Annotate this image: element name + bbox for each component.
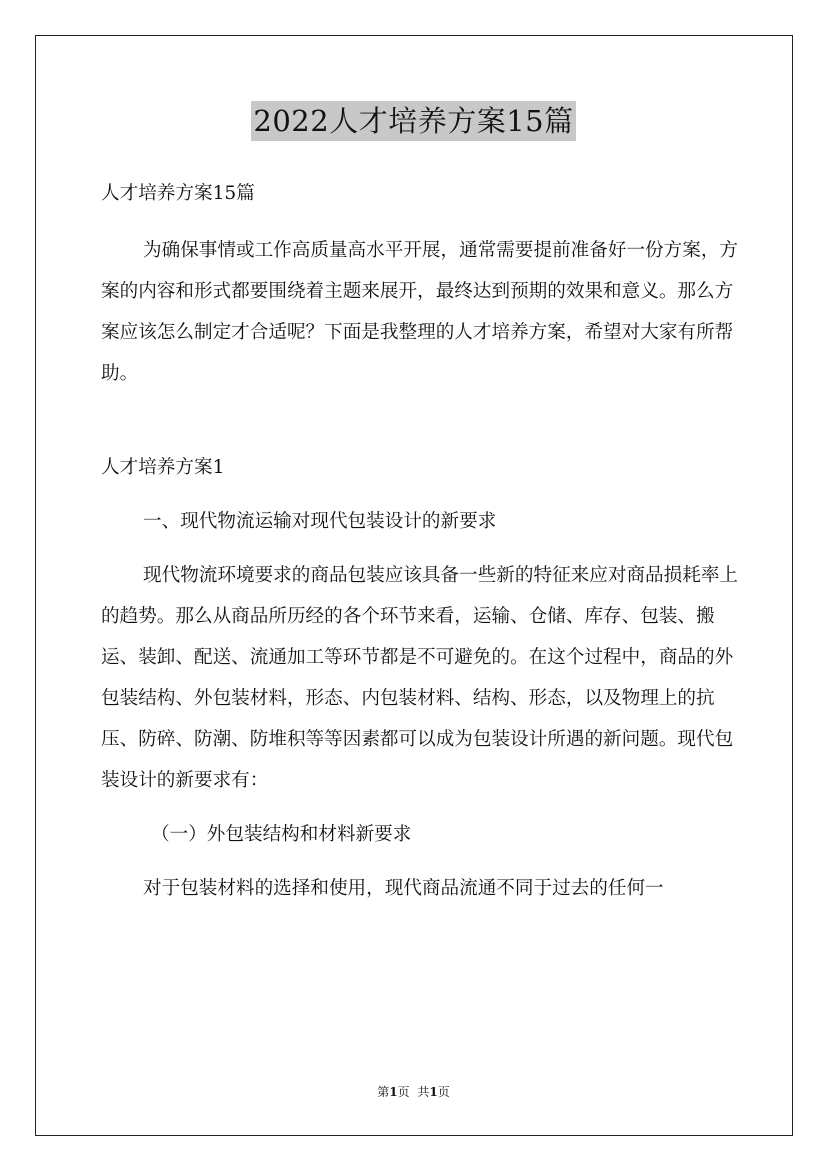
spacer (101, 542, 741, 555)
section-heading: 一、现代物流运输对现代包装设计的新要求 (143, 511, 497, 532)
page-number: 1 (389, 1085, 398, 1099)
footer-total-suffix: 页 (437, 1085, 450, 1099)
page-total: 1 (429, 1085, 438, 1099)
spacer (101, 394, 741, 447)
subsection-heading: （一）外包装结构和材料新要求 (151, 824, 412, 845)
spacer (101, 488, 741, 501)
document-title: 2022人才培养方案15篇 (251, 101, 575, 141)
title-container (0, 101, 827, 141)
footer-page-suffix: 页 (397, 1085, 410, 1099)
document-subtitle: 人才培养方案15篇 (101, 183, 255, 204)
spacer (101, 801, 741, 814)
body-paragraph: 对于包装材料的选择和使用，现代商品流通不同于过去的任何一 (143, 878, 664, 899)
document-body (101, 173, 741, 909)
spacer (101, 855, 741, 868)
body-paragraph: 现代物流环境要求的商品包装应该具备一些新的特征来应对商品损耗率上的趋势。那么从商品所历经的各个环节来看，运输、仓储、库存、包装、搬运、装卸、配送、流通加工等环节都是不可避免的。在这个过程中，商品的外包装结构、外包装材料，形态、内包装材料、结构、形态，以及物理上的抗压、防碎、防潮、防堆积等等因素都可以成为包装设计所遇的新问题。现代包装设计的新要求有： (101, 565, 739, 791)
intro-paragraph: 为确保事情或工作高质量高水平开展，通常需要提前准备好一份方案，方案的内容和形式都要围绕着主题来展开，最终达到预期的效果和意义。那么方案应该怎么制定才合适呢？下面是我整理的人才培养方案，希望对大家有所帮助。 (101, 240, 739, 384)
spacer (101, 214, 741, 230)
section-title: 人才培养方案1 (101, 457, 225, 478)
footer-total-prefix: 共 (417, 1085, 430, 1099)
page-footer (0, 1084, 827, 1100)
footer-prefix: 第 (377, 1085, 390, 1099)
